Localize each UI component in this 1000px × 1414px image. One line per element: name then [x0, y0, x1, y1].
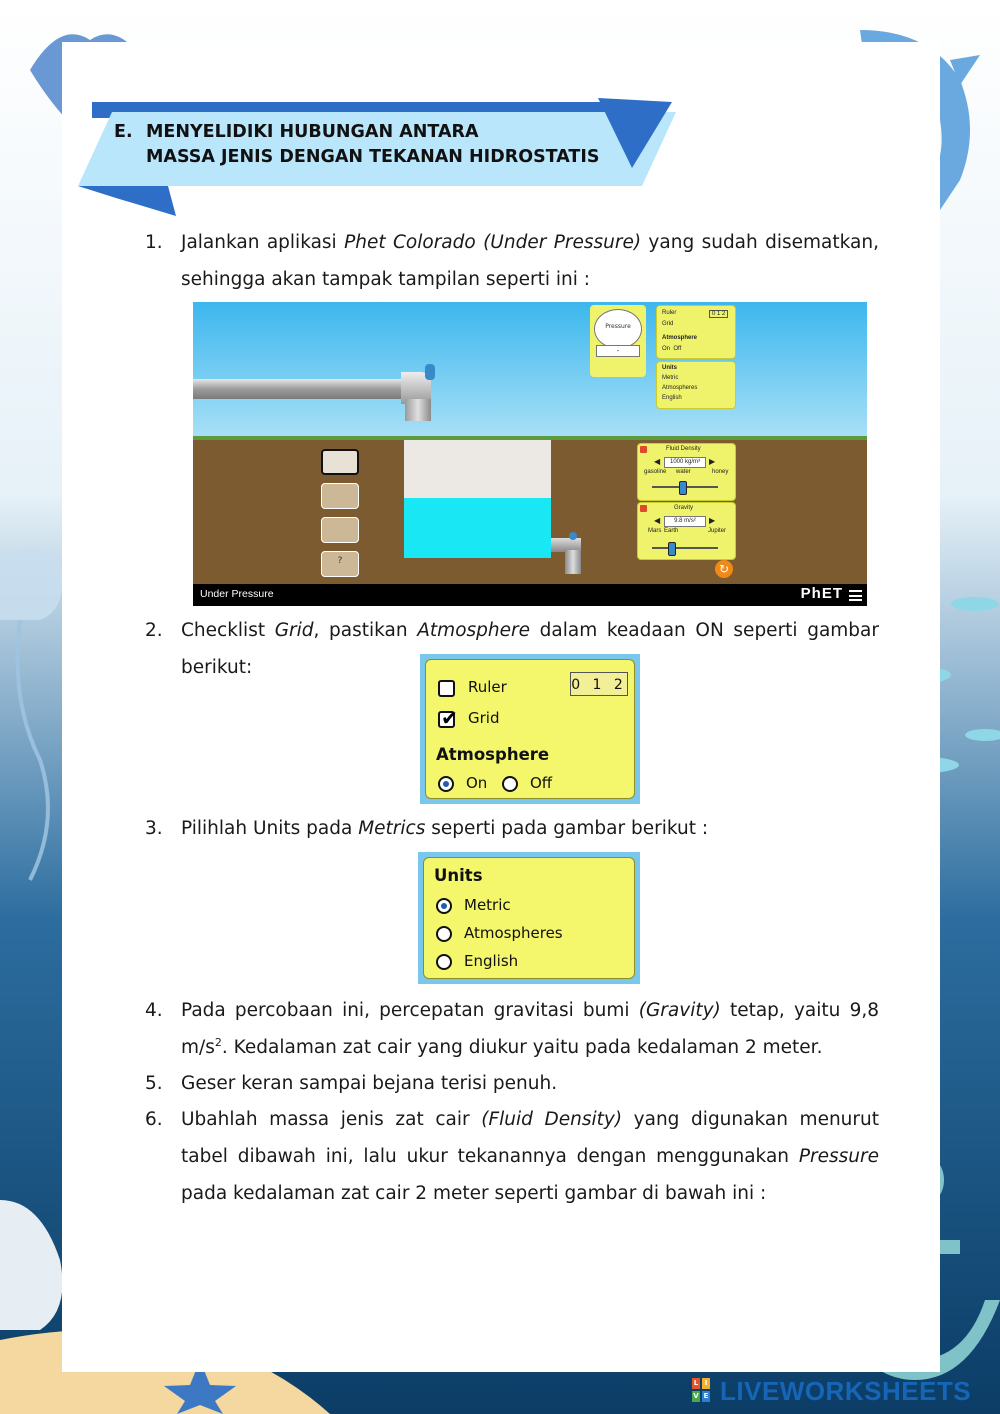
ruler-checkbox [438, 680, 455, 697]
sim-atmosphere-heading: Atmosphere [662, 335, 698, 341]
step-text: Geser keran sampai bejana terisi penuh. [181, 1073, 558, 1094]
step-number: 3. [145, 818, 163, 839]
phet-logo: PhET [800, 585, 843, 602]
step-4 [145, 992, 879, 1066]
pool-water [404, 498, 551, 558]
units-atmospheres-radio [436, 926, 452, 942]
sim-grid-label: Grid [662, 321, 674, 327]
section-title [114, 120, 600, 170]
drain-handle-icon [569, 532, 577, 540]
sim-units-heading: Units [662, 365, 677, 371]
atmosphere-on-label: On [466, 774, 488, 792]
gravity-title: Gravity [674, 505, 694, 511]
fluid-mid-label: water [676, 469, 691, 475]
sim-title: Under Pressure [200, 588, 274, 600]
gauge-reading: - [596, 345, 640, 357]
step-5 [145, 1065, 879, 1102]
scene-button-3 [321, 517, 359, 543]
sim-controls-panel [656, 305, 736, 359]
sim-sky [193, 302, 867, 438]
sim-units-atmospheres: Atmospheres [662, 385, 698, 391]
gravity-slider-thumb [668, 542, 676, 556]
step-text: Pada percobaan ini, percepatan gravitasi bumi (Gravity) tetap, yaitu 9,8 $m/s^2$. Kedalaman zat cair yang diukur yaitu pada kedalaman 2 meter. [181, 1000, 879, 1058]
step-3 [145, 810, 879, 847]
step-text: Pilihlah Units pada Metrics seperti pada gambar berikut : [181, 818, 709, 839]
decrement-arrow-icon: ◀ [654, 457, 661, 466]
increment-arrow-icon: ▶ [709, 516, 716, 525]
scene-mystery-label: ? [337, 556, 343, 566]
reset-icon: ↻ [715, 560, 733, 578]
decrement-arrow-icon: ◀ [654, 516, 661, 525]
gauge-dial [594, 309, 642, 349]
units-metric-label: Metric [464, 896, 511, 914]
units-metric-radio [436, 898, 452, 914]
faucet-spout [405, 399, 431, 421]
atmosphere-panel [425, 659, 635, 799]
gauge-label: Pressure [605, 323, 631, 330]
fluid-high-label: honey [712, 469, 729, 475]
step-6 [145, 1101, 879, 1212]
fluid-slider-thumb [679, 481, 687, 495]
sim-gravity-panel [637, 502, 736, 560]
sim-atmos-options: On Off [662, 346, 682, 352]
step-number: 5. [145, 1073, 163, 1094]
faucet-pipe [193, 379, 403, 399]
drain-spout [565, 550, 581, 574]
units-english-radio [436, 954, 452, 970]
atmosphere-panel-image [420, 654, 640, 804]
units-panel-image [418, 852, 640, 984]
sim-units-english: English [662, 395, 682, 401]
sim-ruler-label: Ruler [662, 310, 677, 316]
pressure-gauge [590, 305, 646, 377]
fluid-density-title: Fluid Density [666, 446, 701, 452]
step-number: 6. [145, 1109, 163, 1130]
units-atmospheres-label: Atmospheres [464, 924, 563, 942]
scene-button-4 [321, 551, 359, 577]
collapse-icon [640, 505, 647, 512]
step-number: 2. [145, 620, 163, 641]
grid-label: Grid [468, 709, 500, 727]
fluid-low-label: gasoline [644, 469, 667, 475]
gravity-value: 9.8 m/s² [664, 516, 706, 527]
increment-arrow-icon: ▶ [709, 457, 716, 466]
step-text: Checklist Grid, pastikan Atmosphere dalam keadaan ON seperti gambar berikut: [181, 620, 879, 678]
sim-ruler-scale: 0 1 2 [709, 310, 728, 318]
atmosphere-on-radio [438, 776, 454, 792]
section-letter: E. [114, 122, 133, 142]
sim-units-metric: Metric [662, 375, 679, 381]
ruler-icon: 0 1 2 [570, 672, 628, 696]
sim-units-panel [656, 361, 736, 409]
atmosphere-heading: Atmosphere [436, 745, 550, 764]
faucet-handle-icon [425, 364, 435, 380]
step-1 [145, 224, 879, 298]
phet-simulation-screenshot [193, 302, 867, 606]
atmosphere-off-label: Off [530, 774, 553, 792]
grid-checkbox [438, 711, 455, 728]
collapse-icon [640, 446, 647, 453]
atmosphere-off-radio [502, 776, 518, 792]
ruler-label: Ruler [468, 678, 507, 696]
footer-brand[interactable]: LIVEWORKSHEETS [720, 1376, 972, 1406]
liveworksheets-logo-icon: L I V E [693, 1379, 709, 1400]
step-text: Jalankan aplikasi Phet Colorado (Under Pressure) yang sudah disematkan, sehingga akan tampak tampilan seperti ini : [181, 232, 879, 290]
gravity-slider-track [652, 547, 718, 549]
step-text: Ubahlah massa jenis zat cair (Fluid Density) yang digunakan menurut tabel dibawah ini, lalu ukur tekanannya dengan menggunakan Pressure pada kedalaman zat cair 2 meter seperti gambar di bawah ini : [181, 1109, 879, 1204]
gravity-low-label: Mars [648, 528, 662, 534]
fluid-density-value: 1000 kg/m³ [664, 457, 706, 468]
scene-button-1 [321, 449, 359, 475]
gravity-mid-label: Earth [664, 528, 679, 534]
units-english-label: English [464, 952, 519, 970]
section-title-line1: MENYELIDIKI HUBUNGAN ANTARA [146, 122, 479, 142]
units-panel [423, 857, 635, 979]
scene-button-2 [321, 483, 359, 509]
sim-navbar [193, 584, 867, 606]
hamburger-menu-icon [849, 590, 862, 601]
banner-arrow-left [78, 186, 176, 216]
units-heading: Units [434, 866, 483, 885]
step-number: 4. [145, 1000, 163, 1021]
step-number: 1. [145, 232, 163, 253]
gravity-high-label: Jupiter [708, 528, 727, 534]
section-title-line2: MASSA JENIS DENGAN TEKANAN HIDROSTATIS [146, 147, 600, 167]
sim-fluid-density-panel [637, 443, 736, 501]
